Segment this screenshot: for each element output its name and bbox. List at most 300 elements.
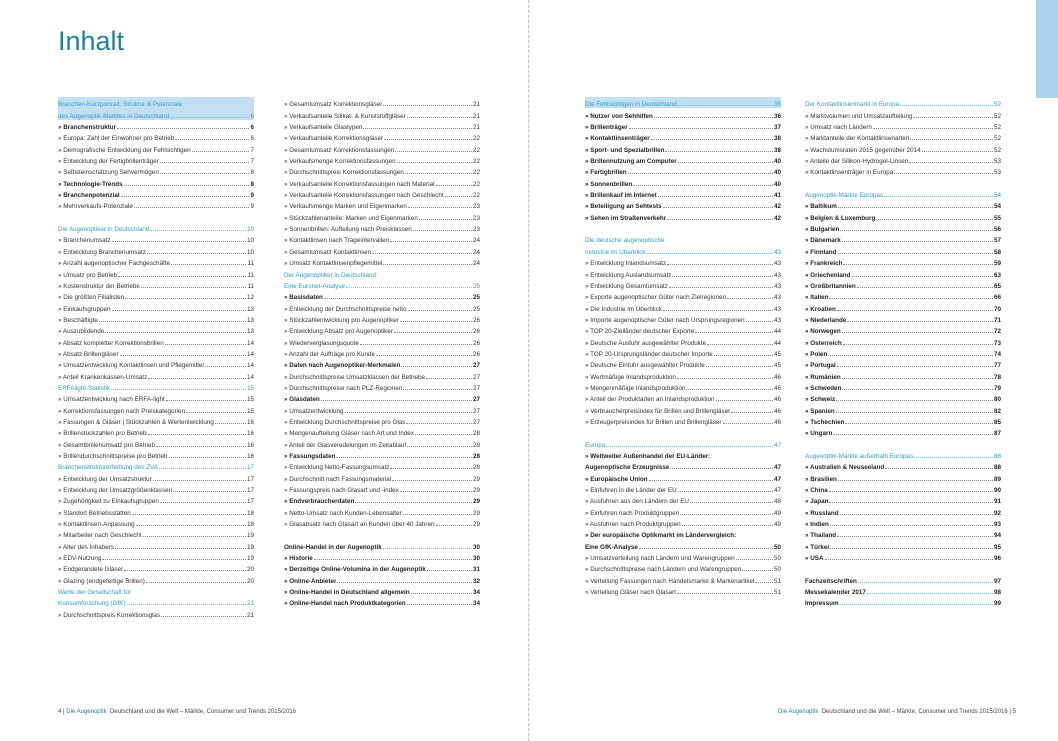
toc-entry[interactable] bbox=[585, 347, 781, 358]
toc-entry[interactable] bbox=[585, 267, 781, 278]
toc-entry[interactable] bbox=[805, 483, 1001, 494]
toc-entry[interactable] bbox=[58, 154, 254, 165]
toc-entry-label: » Die größten Filialisten bbox=[58, 294, 125, 302]
toc-page-number: 17 bbox=[246, 475, 254, 483]
toc-entry[interactable] bbox=[58, 120, 254, 131]
toc-entry[interactable] bbox=[585, 528, 781, 539]
toc-entry[interactable] bbox=[805, 324, 1001, 335]
toc-page-number: 18 bbox=[246, 509, 254, 517]
toc-section-heading[interactable] bbox=[805, 97, 1001, 108]
toc-leader-dots bbox=[840, 230, 993, 231]
toc-entry[interactable] bbox=[805, 426, 1001, 437]
toc-leader-dots bbox=[736, 559, 773, 560]
toc-entry[interactable] bbox=[284, 381, 480, 392]
toc-entry-label: » Europa: Zahl der Einwohner pro Betrieb bbox=[58, 135, 175, 143]
toc-entry[interactable] bbox=[585, 108, 781, 119]
toc-entry[interactable] bbox=[585, 573, 781, 584]
toc-leader-dots bbox=[690, 502, 773, 503]
toc-entry[interactable] bbox=[284, 347, 480, 358]
toc-section-heading[interactable] bbox=[58, 596, 254, 607]
toc-entry[interactable] bbox=[58, 176, 254, 187]
toc-entry[interactable] bbox=[284, 437, 480, 448]
toc-entry-label: » Brillenkauf im Internet bbox=[585, 192, 657, 200]
toc-section-heading[interactable] bbox=[58, 97, 254, 108]
toc-entry-label: Messekalender 2017 bbox=[805, 589, 866, 597]
toc-entry[interactable] bbox=[284, 460, 480, 471]
toc-entry[interactable] bbox=[585, 199, 781, 210]
toc-entry[interactable] bbox=[805, 460, 1001, 471]
toc-entry-label: » Netto-Umsatz nach Kunden-Lebensalter bbox=[284, 509, 402, 517]
toc-leader-dots bbox=[829, 491, 993, 492]
toc-section-heading[interactable] bbox=[585, 97, 781, 108]
toc-entry[interactable] bbox=[284, 505, 480, 516]
toc-leader-dots bbox=[121, 196, 250, 197]
footer-brand: Die Augenoptik bbox=[66, 709, 107, 715]
toc-entry-label: » Anteil der Glasveredelungen im Zeitablauf bbox=[284, 441, 407, 449]
toc-page-number: 29 bbox=[472, 509, 480, 517]
toc-section-heading[interactable] bbox=[805, 449, 1001, 460]
toc-entry[interactable] bbox=[805, 369, 1001, 380]
toc-entry[interactable] bbox=[585, 324, 781, 335]
toc-page-number: 26 bbox=[472, 316, 480, 324]
toc-entry-label: Konsumforschung (GfK) bbox=[58, 600, 126, 608]
toc-entry[interactable] bbox=[284, 97, 480, 108]
toc-entry[interactable] bbox=[284, 358, 480, 369]
toc-entry-label: » Beschäftigte bbox=[58, 316, 98, 324]
footer-right: Die Augenoptik Deutschland und die Welt – Märkte, Consumer und Trends 2015/2016 | 5 bbox=[778, 709, 1016, 715]
toc-entry[interactable] bbox=[805, 256, 1001, 267]
toc-entry[interactable] bbox=[58, 279, 254, 290]
toc-entry-label: » Online-Handel in Deutschland allgemein bbox=[284, 589, 410, 597]
toc-section-heading[interactable] bbox=[805, 573, 1001, 584]
toc-leader-dots bbox=[837, 366, 993, 367]
toc-page-number: 43 bbox=[773, 305, 781, 313]
toc-entry[interactable] bbox=[284, 222, 480, 233]
toc-entry[interactable] bbox=[805, 290, 1001, 301]
toc-entry[interactable] bbox=[58, 290, 254, 301]
toc-entry[interactable] bbox=[805, 505, 1001, 516]
toc-entry-label: » Brillenträger bbox=[585, 124, 628, 132]
toc-leader-dots bbox=[99, 321, 246, 322]
toc-entry[interactable] bbox=[805, 120, 1001, 131]
toc-leader-dots bbox=[873, 128, 993, 129]
toc-entry[interactable] bbox=[585, 210, 781, 221]
toc-entry[interactable] bbox=[58, 256, 254, 267]
toc-page-number: 27 bbox=[472, 384, 480, 392]
toc-entry-label: » Anteil Krankenkassen-Umsatz bbox=[58, 373, 148, 381]
toc-page-number: 20 bbox=[246, 577, 254, 585]
toc-entry[interactable] bbox=[284, 392, 480, 403]
toc-entry-label: » Auszubildende bbox=[58, 328, 105, 336]
toc-entry[interactable] bbox=[805, 142, 1001, 153]
toc-entry[interactable] bbox=[805, 392, 1001, 403]
toc-page-number: 25 bbox=[472, 282, 480, 290]
toc-leader-dots bbox=[836, 412, 993, 413]
toc-leader-dots bbox=[134, 207, 250, 208]
toc-entry[interactable] bbox=[284, 585, 480, 596]
toc-entry[interactable] bbox=[58, 358, 254, 369]
toc-entry[interactable] bbox=[585, 154, 781, 165]
toc-page-number: 16 bbox=[246, 430, 254, 438]
toc-entry[interactable] bbox=[585, 369, 781, 380]
toc-entry[interactable] bbox=[585, 471, 781, 482]
toc-entry[interactable] bbox=[284, 131, 480, 142]
toc-entry[interactable] bbox=[585, 494, 781, 505]
toc-entry[interactable] bbox=[585, 131, 781, 142]
toc-entry[interactable] bbox=[58, 233, 254, 244]
toc-entry[interactable] bbox=[585, 551, 781, 562]
toc-entry[interactable] bbox=[585, 188, 781, 199]
toc-entry-label: » Entwicklung der Fertigbrillenträger bbox=[58, 158, 159, 166]
toc-entry[interactable] bbox=[805, 528, 1001, 539]
toc-entry[interactable] bbox=[805, 244, 1001, 255]
toc-leader-dots bbox=[914, 457, 993, 458]
toc-page-number: 29 bbox=[472, 498, 480, 506]
toc-entry[interactable] bbox=[58, 562, 254, 573]
toc-leader-dots bbox=[829, 298, 993, 299]
toc-entry[interactable] bbox=[284, 233, 480, 244]
toc-page-number: 46 bbox=[773, 396, 781, 404]
toc-entry[interactable] bbox=[284, 120, 480, 131]
toc-entry[interactable] bbox=[284, 369, 480, 380]
toc-entry[interactable] bbox=[284, 154, 480, 165]
toc-section-heading[interactable] bbox=[284, 267, 480, 278]
toc-leader-dots bbox=[419, 219, 472, 220]
toc-page-number: 63 bbox=[993, 271, 1001, 279]
toc-entry-label: » Der europäische Optikmarkt im Ländervergleich: bbox=[585, 532, 737, 540]
toc-entry-label: » Branchenpotenzial bbox=[58, 192, 120, 200]
toc-entry-label: » Durchschnittspreise nach PLZ-Regionen bbox=[284, 384, 403, 392]
toc-entry[interactable] bbox=[585, 539, 781, 550]
toc-entry-label: » Durchschnitt nach Fassungsmaterial bbox=[284, 475, 392, 483]
toc-entry-label: Branchenstrukturerhebung des ZVA bbox=[58, 464, 158, 472]
toc-entry[interactable] bbox=[805, 539, 1001, 550]
toc-page-number: 35 bbox=[773, 101, 781, 109]
toc-leader-dots bbox=[415, 434, 472, 435]
toc-page-number: 49 bbox=[773, 509, 781, 517]
toc-section-heading[interactable] bbox=[284, 279, 480, 290]
toc-entry[interactable] bbox=[805, 551, 1001, 562]
toc-leader-dots bbox=[384, 139, 472, 140]
toc-leader-dots bbox=[706, 366, 773, 367]
toc-section-heading[interactable] bbox=[58, 381, 254, 392]
toc-entry-label: » Wertmäßige Inlandsproduktion bbox=[585, 373, 676, 381]
toc-entry[interactable] bbox=[585, 176, 781, 187]
toc-entry[interactable] bbox=[585, 142, 781, 153]
toc-entry-label: » USA bbox=[805, 555, 824, 563]
toc-section-heading[interactable] bbox=[805, 596, 1001, 607]
toc-page-number: 38 bbox=[773, 146, 781, 154]
toc-leader-dots bbox=[716, 400, 773, 401]
toc-leader-dots bbox=[392, 480, 472, 481]
toc-entry-label: » Mengenmäßige Inlandsproduktion bbox=[585, 384, 686, 392]
toc-entry[interactable] bbox=[284, 142, 480, 153]
toc-page-number: 52 bbox=[993, 101, 1001, 109]
toc-entry[interactable] bbox=[58, 199, 254, 210]
toc-entry[interactable] bbox=[805, 210, 1001, 221]
toc-page-number: 34 bbox=[472, 600, 480, 608]
toc-entry[interactable] bbox=[805, 301, 1001, 312]
toc-leader-dots bbox=[667, 264, 773, 265]
toc-leader-dots bbox=[150, 230, 246, 231]
toc-entry[interactable] bbox=[805, 267, 1001, 278]
toc-entry-label: » Anteile der Silikon-Hydrogel-Linsen bbox=[805, 158, 909, 166]
toc-entry[interactable] bbox=[585, 256, 781, 267]
toc-entry[interactable] bbox=[284, 573, 480, 584]
toc-section-heading[interactable] bbox=[58, 585, 254, 596]
toc-entry[interactable] bbox=[284, 449, 480, 460]
toc-entry[interactable] bbox=[58, 426, 254, 437]
toc-leader-dots bbox=[314, 559, 472, 560]
toc-page-number: 91 bbox=[993, 498, 1001, 506]
toc-entry[interactable] bbox=[58, 607, 254, 618]
toc-page-number: 65 bbox=[993, 282, 1001, 290]
toc-entry[interactable] bbox=[284, 426, 480, 437]
toc-section-heading[interactable] bbox=[284, 539, 480, 550]
toc-entry[interactable] bbox=[805, 358, 1001, 369]
toc-entry-label: » Technologie-Trends bbox=[58, 180, 123, 188]
toc-section-heading[interactable] bbox=[585, 233, 781, 244]
toc-page-number: 12 bbox=[246, 294, 254, 302]
toc-page-number: 82 bbox=[993, 407, 1001, 415]
toc-leader-dots bbox=[445, 196, 472, 197]
toc-entry[interactable] bbox=[585, 415, 781, 426]
toc-page-number: 47 bbox=[773, 441, 781, 449]
toc-entry[interactable] bbox=[805, 233, 1001, 244]
toc-entry[interactable] bbox=[585, 392, 781, 403]
toc-entry-label: » Sonnenbrillen: Aufteilung nach Preisklassen bbox=[284, 226, 412, 234]
toc-entry[interactable] bbox=[805, 279, 1001, 290]
toc-leader-dots bbox=[383, 105, 472, 106]
toc-entry[interactable] bbox=[58, 347, 254, 358]
toc-leader-dots bbox=[170, 117, 250, 118]
toc-entry-label: » Absatz kompletter Korrektionsbrillen bbox=[58, 339, 164, 347]
toc-entry[interactable] bbox=[585, 517, 781, 528]
toc-entry[interactable] bbox=[805, 347, 1001, 358]
toc-section-heading[interactable] bbox=[805, 188, 1001, 199]
toc-entry[interactable] bbox=[284, 313, 480, 324]
toc-entry[interactable] bbox=[284, 551, 480, 562]
toc-entry[interactable] bbox=[58, 528, 254, 539]
toc-entry[interactable] bbox=[585, 335, 781, 346]
toc-section-heading[interactable] bbox=[805, 585, 1001, 596]
toc-page-number: 8 bbox=[250, 180, 254, 188]
toc-page-number: 17 bbox=[246, 464, 254, 472]
toc-page-number: 55 bbox=[993, 214, 1001, 222]
toc-entry[interactable] bbox=[58, 369, 254, 380]
toc-page-number: 22 bbox=[472, 158, 480, 166]
toc-entry[interactable] bbox=[58, 267, 254, 278]
toc-entry-label: » Fassungsdaten bbox=[284, 453, 336, 460]
toc-entry[interactable] bbox=[284, 596, 480, 607]
toc-entry[interactable] bbox=[585, 562, 781, 573]
toc-page-number: 15 bbox=[246, 384, 254, 392]
toc-entry[interactable] bbox=[284, 165, 480, 176]
toc-entry[interactable] bbox=[58, 165, 254, 176]
toc-entry-label: Die deutsche augenoptische bbox=[585, 237, 665, 245]
toc-entry-label: » Verkaufsmenge Korrektionsfassungen bbox=[284, 158, 396, 166]
toc-entry-label: » Importe augenoptischer Güter nach Ursprungsregionen bbox=[585, 316, 745, 324]
toc-leader-dots bbox=[156, 446, 246, 447]
toc-leader-dots bbox=[842, 378, 993, 379]
toc-leader-dots bbox=[884, 196, 993, 197]
toc-entry[interactable] bbox=[585, 290, 781, 301]
toc-leader-dots bbox=[427, 570, 472, 571]
toc-entry[interactable] bbox=[805, 108, 1001, 119]
toc-entry[interactable] bbox=[805, 313, 1001, 324]
toc-entry[interactable] bbox=[585, 165, 781, 176]
toc-entry[interactable] bbox=[58, 551, 254, 562]
toc-entry[interactable] bbox=[805, 335, 1001, 346]
toc-entry[interactable] bbox=[58, 131, 254, 142]
toc-entry[interactable] bbox=[284, 483, 480, 494]
toc-entry[interactable] bbox=[58, 483, 254, 494]
toc-entry[interactable] bbox=[284, 210, 480, 221]
toc-entry[interactable] bbox=[805, 154, 1001, 165]
toc-entry[interactable] bbox=[284, 517, 480, 528]
toc-entry[interactable] bbox=[58, 437, 254, 448]
toc-entry-label: Online-Handel in der Augenoptik bbox=[284, 543, 382, 551]
toc-entry[interactable] bbox=[805, 415, 1001, 426]
toc-entry[interactable] bbox=[805, 381, 1001, 392]
toc-entry[interactable] bbox=[284, 199, 480, 210]
toc-leader-dots bbox=[867, 593, 993, 594]
toc-entry[interactable] bbox=[58, 505, 254, 516]
toc-entry[interactable] bbox=[58, 403, 254, 414]
toc-entry[interactable] bbox=[58, 494, 254, 505]
toc-entry[interactable] bbox=[585, 279, 781, 290]
toc-entry[interactable] bbox=[284, 176, 480, 187]
toc-section-heading[interactable] bbox=[585, 437, 781, 448]
toc-entry[interactable] bbox=[585, 505, 781, 516]
toc-entry[interactable] bbox=[58, 313, 254, 324]
toc-entry[interactable] bbox=[585, 301, 781, 312]
toc-page-number: 94 bbox=[993, 532, 1001, 540]
toc-entry[interactable] bbox=[58, 324, 254, 335]
toc-entry[interactable] bbox=[284, 290, 480, 301]
toc-column-3 bbox=[585, 97, 781, 596]
toc-entry[interactable] bbox=[58, 392, 254, 403]
toc-entry[interactable] bbox=[284, 335, 480, 346]
toc-leader-dots bbox=[680, 514, 773, 515]
toc-entry[interactable] bbox=[585, 585, 781, 596]
toc-entry[interactable] bbox=[58, 244, 254, 255]
toc-entry[interactable] bbox=[585, 120, 781, 131]
toc-entry[interactable] bbox=[58, 415, 254, 426]
toc-entry[interactable] bbox=[284, 301, 480, 312]
toc-leader-dots bbox=[397, 162, 472, 163]
toc-entry[interactable] bbox=[284, 562, 480, 573]
toc-entry[interactable] bbox=[585, 381, 781, 392]
toc-entry[interactable] bbox=[805, 471, 1001, 482]
toc-entry[interactable] bbox=[585, 483, 781, 494]
toc-entry[interactable] bbox=[58, 142, 254, 153]
toc-page-number: 22 bbox=[472, 135, 480, 143]
toc-page-number: 19 bbox=[246, 543, 254, 551]
toc-entry[interactable] bbox=[805, 222, 1001, 233]
toc-leader-dots bbox=[852, 276, 993, 277]
toc-entry[interactable] bbox=[585, 460, 781, 471]
toc-page-number: 43 bbox=[773, 260, 781, 268]
toc-entry[interactable] bbox=[58, 449, 254, 460]
toc-entry-label: » Entwicklung der Umsatzstruktur bbox=[58, 475, 152, 483]
toc-entry[interactable] bbox=[284, 188, 480, 199]
toc-entry[interactable] bbox=[58, 188, 254, 199]
toc-entry-label: » Brillendurchschnittspreise pro Betrieb bbox=[58, 453, 168, 460]
toc-entry-label: » Exporte augenoptischer Güter nach Zielregionen bbox=[585, 294, 727, 302]
toc-entry[interactable] bbox=[585, 358, 781, 369]
toc-entry-label: » Branchenumsatz bbox=[58, 237, 111, 245]
toc-entry[interactable] bbox=[585, 449, 781, 460]
toc-page-number: 28 bbox=[472, 464, 480, 472]
toc-entry[interactable] bbox=[585, 313, 781, 324]
toc-entry-label: » Online-Handel nach Produktkategorien bbox=[284, 600, 406, 608]
toc-entry[interactable] bbox=[284, 415, 480, 426]
toc-leader-dots bbox=[885, 468, 993, 469]
footer-brand: Die Augenoptik bbox=[778, 709, 819, 715]
toc-section-heading[interactable] bbox=[58, 460, 254, 471]
toc-leader-dots bbox=[401, 366, 472, 367]
toc-entry-label: » Glasabsatz nach Glasart an Kunden über 40 Jahren bbox=[284, 521, 435, 529]
toc-entry-label: » Fertigbrillen bbox=[585, 169, 627, 177]
toc-entry[interactable] bbox=[284, 494, 480, 505]
toc-entry-label: » Wachstumsraten 2015 gegenüber 2014 bbox=[805, 146, 921, 154]
toc-entry[interactable] bbox=[58, 573, 254, 584]
toc-entry[interactable] bbox=[58, 335, 254, 346]
toc-entry[interactable] bbox=[58, 539, 254, 550]
toc-page-number: 16 bbox=[246, 418, 254, 426]
toc-entry-label: » Verkaufsanteile Silikat- & Kunststoffgläser bbox=[284, 112, 406, 120]
toc-entry[interactable] bbox=[284, 324, 480, 335]
toc-entry[interactable] bbox=[58, 301, 254, 312]
toc-entry[interactable] bbox=[805, 517, 1001, 528]
toc-entry[interactable] bbox=[805, 199, 1001, 210]
toc-entry[interactable] bbox=[58, 471, 254, 482]
toc-entry-label: » Deutsche Einfuhr ausgewählter Produkte bbox=[585, 362, 705, 370]
toc-entry[interactable] bbox=[805, 494, 1001, 505]
toc-section-heading[interactable] bbox=[58, 222, 254, 233]
toc-column-2 bbox=[284, 97, 480, 607]
toc-page-number: 9 bbox=[250, 192, 254, 200]
toc-entry[interactable] bbox=[284, 471, 480, 482]
toc-page-number: 58 bbox=[993, 248, 1001, 256]
toc-page-number: 14 bbox=[246, 373, 254, 381]
toc-page-number: 40 bbox=[773, 180, 781, 188]
toc-leader-dots bbox=[678, 162, 773, 163]
toc-section-heading[interactable] bbox=[58, 108, 254, 119]
toc-entry-label: » Verkaufsanteile Korrektionsfassungen nach Material bbox=[284, 180, 435, 188]
toc-page-number: 28 bbox=[472, 441, 480, 449]
toc-page-number: 52 bbox=[993, 146, 1001, 154]
toc-entry-label: Der Kontaktlinsenmarkt in Europa bbox=[805, 101, 900, 109]
toc-entry[interactable] bbox=[284, 256, 480, 267]
toc-entry[interactable] bbox=[805, 403, 1001, 414]
toc-entry[interactable] bbox=[284, 244, 480, 255]
toc-entry-label: » Umsatzverteilung nach Ländern und Warengruppen bbox=[585, 555, 735, 563]
toc-entry[interactable] bbox=[284, 108, 480, 119]
toc-entry-label: » Anzahl augenoptischer Fachgeschäfte bbox=[58, 260, 171, 268]
toc-entry[interactable] bbox=[805, 131, 1001, 142]
toc-entry[interactable] bbox=[58, 517, 254, 528]
toc-leader-dots bbox=[909, 162, 993, 163]
toc-entry[interactable] bbox=[805, 165, 1001, 176]
toc-entry[interactable] bbox=[284, 403, 480, 414]
toc-section-heading[interactable] bbox=[585, 244, 781, 255]
toc-entry-label: » Umsatz pro Betrieb bbox=[58, 271, 118, 279]
toc-entry-label: » Schweden bbox=[805, 384, 842, 392]
toc-page-number: 7 bbox=[250, 158, 254, 166]
toc-entry[interactable] bbox=[585, 403, 781, 414]
